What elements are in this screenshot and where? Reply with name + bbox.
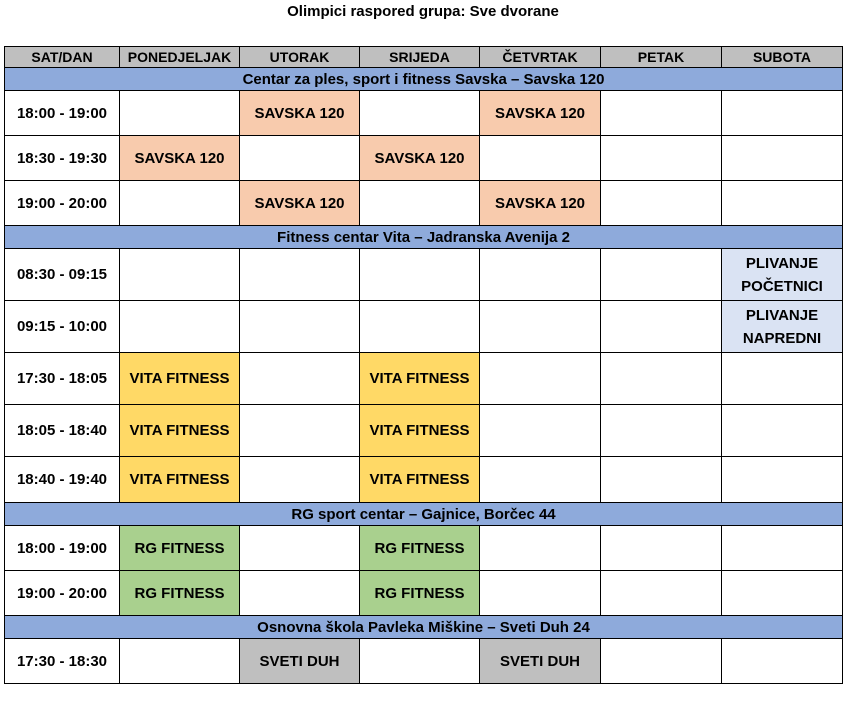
schedule-cell [360, 249, 480, 301]
table-row [5, 571, 843, 616]
schedule-cell [240, 457, 360, 503]
time-cell: 18:05 - 18:40 [5, 405, 120, 457]
section-header [5, 226, 843, 249]
table-row [5, 526, 843, 571]
time-cell: 08:30 - 09:15 [5, 249, 120, 301]
schedule-cell [240, 405, 360, 457]
schedule-cell [480, 353, 601, 405]
schedule-cell [601, 301, 722, 353]
schedule-cell: SVETI DUH [480, 639, 601, 684]
time-cell: 18:30 - 19:30 [5, 136, 120, 181]
table-row [5, 249, 843, 301]
schedule-cell [722, 526, 843, 571]
schedule-cell: SAVSKA 120 [240, 181, 360, 226]
schedule-cell [601, 639, 722, 684]
schedule-cell [722, 405, 843, 457]
schedule-cell: VITA FITNESS [120, 405, 240, 457]
schedule-cell [480, 136, 601, 181]
table-row [5, 353, 843, 405]
section-header [5, 616, 843, 639]
column-header-tuesday: UTORAK [240, 47, 360, 68]
schedule-cell [120, 91, 240, 136]
time-cell: 17:30 - 18:05 [5, 353, 120, 405]
section-title-savska: Centar za ples, sport i fitness Savska – Savska 120 [5, 68, 843, 91]
time-cell: 19:00 - 20:00 [5, 571, 120, 616]
schedule-cell [601, 353, 722, 405]
schedule-cell [120, 301, 240, 353]
column-header-wednesday: SRIJEDA [360, 47, 480, 68]
schedule-cell: VITA FITNESS [120, 353, 240, 405]
schedule-cell: SAVSKA 120 [360, 136, 480, 181]
schedule-cell [480, 405, 601, 457]
section-title-rg: RG sport centar – Gajnice, Borčec 44 [5, 503, 843, 526]
column-header-time: SAT/DAN [5, 47, 120, 68]
schedule-cell [722, 353, 843, 405]
schedule-cell: RG FITNESS [120, 526, 240, 571]
column-header-monday: PONEDJELJAK [120, 47, 240, 68]
schedule-cell: VITA FITNESS [120, 457, 240, 503]
schedule-cell [120, 181, 240, 226]
schedule-cell [360, 301, 480, 353]
header-row [5, 47, 843, 68]
schedule-cell: SVETI DUH [240, 639, 360, 684]
table-row [5, 301, 843, 353]
schedule-cell [601, 457, 722, 503]
schedule-cell [120, 249, 240, 301]
schedule-cell [360, 639, 480, 684]
schedule-cell: SAVSKA 120 [480, 181, 601, 226]
schedule-cell [601, 181, 722, 226]
schedule-cell [722, 639, 843, 684]
table-row [5, 639, 843, 684]
section-header [5, 503, 843, 526]
schedule-cell [240, 301, 360, 353]
schedule-cell [480, 571, 601, 616]
schedule-cell [722, 91, 843, 136]
table-row [5, 91, 843, 136]
schedule-cell: PLIVANJE POČETNICI [722, 249, 843, 301]
schedule-cell [360, 91, 480, 136]
column-header-friday: PETAK [601, 47, 722, 68]
schedule-cell [722, 181, 843, 226]
time-cell: 17:30 - 18:30 [5, 639, 120, 684]
time-cell: 19:00 - 20:00 [5, 181, 120, 226]
table-row [5, 405, 843, 457]
schedule-cell: SAVSKA 120 [480, 91, 601, 136]
schedule-cell: RG FITNESS [360, 571, 480, 616]
section-title-vita: Fitness centar Vita – Jadranska Avenija 2 [5, 226, 843, 249]
schedule-cell [360, 181, 480, 226]
schedule-cell [240, 136, 360, 181]
column-header-thursday: ČETVRTAK [480, 47, 601, 68]
section-header [5, 68, 843, 91]
schedule-cell [601, 571, 722, 616]
schedule-cell [601, 526, 722, 571]
table-row [5, 457, 843, 503]
schedule-cell [601, 405, 722, 457]
schedule-cell: PLIVANJE NAPREDNI [722, 301, 843, 353]
time-cell: 18:40 - 19:40 [5, 457, 120, 503]
schedule-cell: VITA FITNESS [360, 457, 480, 503]
schedule-cell: RG FITNESS [120, 571, 240, 616]
schedule-cell [722, 457, 843, 503]
time-cell: 18:00 - 19:00 [5, 91, 120, 136]
schedule-cell [240, 526, 360, 571]
schedule-cell [240, 353, 360, 405]
schedule-cell: SAVSKA 120 [120, 136, 240, 181]
column-header-saturday: SUBOTA [722, 47, 843, 68]
schedule-cell: RG FITNESS [360, 526, 480, 571]
schedule-cell [601, 91, 722, 136]
schedule-cell [601, 136, 722, 181]
schedule-cell: SAVSKA 120 [240, 91, 360, 136]
section-title-sveti-duh: Osnovna škola Pavleka Miškine – Sveti Duh 24 [5, 616, 843, 639]
schedule-cell [120, 639, 240, 684]
page-title: Olimpici raspored grupa: Sve dvorane [287, 3, 559, 20]
schedule-cell [601, 249, 722, 301]
schedule-cell [480, 457, 601, 503]
schedule-cell [722, 571, 843, 616]
schedule-table [4, 46, 843, 684]
schedule-cell [722, 136, 843, 181]
schedule-cell [240, 249, 360, 301]
table-row [5, 136, 843, 181]
schedule-cell: VITA FITNESS [360, 405, 480, 457]
schedule-cell: VITA FITNESS [360, 353, 480, 405]
schedule-cell [240, 571, 360, 616]
time-cell: 09:15 - 10:00 [5, 301, 120, 353]
schedule-cell [480, 526, 601, 571]
schedule-cell [480, 249, 601, 301]
table-row [5, 181, 843, 226]
schedule-cell [480, 301, 601, 353]
time-cell: 18:00 - 19:00 [5, 526, 120, 571]
